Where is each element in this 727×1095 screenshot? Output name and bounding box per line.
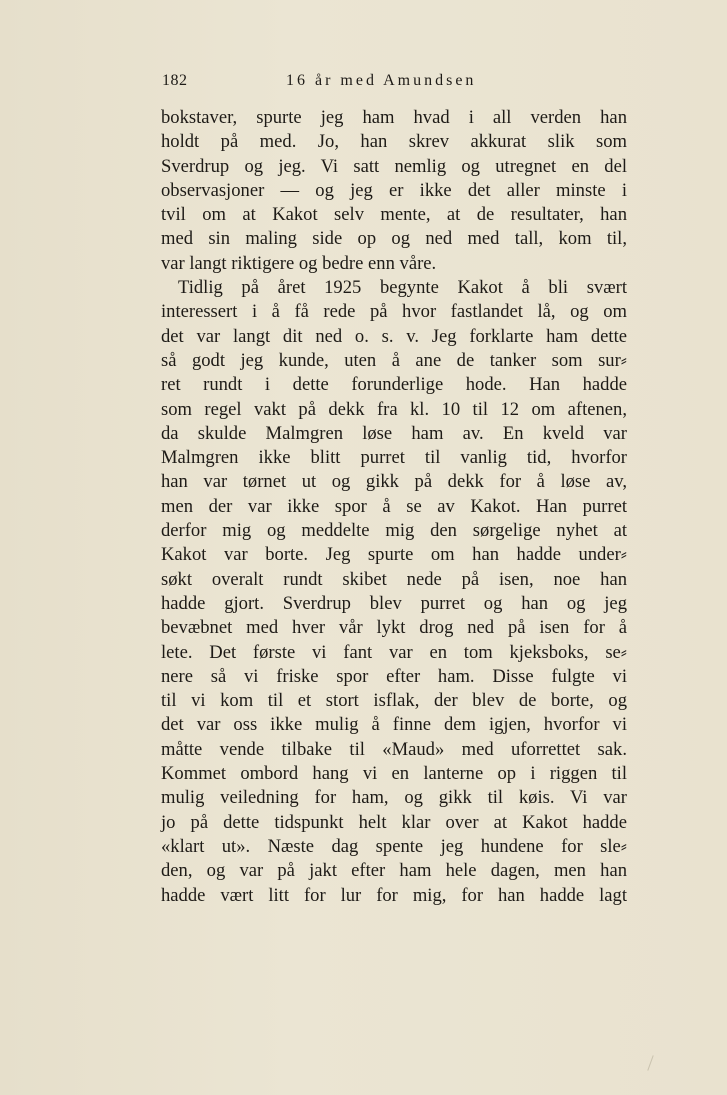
page-header [162, 72, 628, 94]
text-line: interessert i å få rede på hvor fastlandet lå, og om [161, 301, 627, 323]
text-line: søkt overalt rundt skibet nede på isen, noe han [161, 568, 627, 590]
page-number: 182 [162, 72, 188, 89]
text-line: ret rundt i dette forunderlige hode. Han hadde [161, 374, 627, 396]
paper-speck [647, 1055, 653, 1070]
text-line: det var langt dit ned o. s. v. Jeg forklarte ham dette [161, 325, 627, 347]
text-line: det var oss ikke mulig å finne dem igjen, hvorfor vi [161, 714, 627, 736]
text-line: da skulde Malmgren løse ham av. En kveld var [161, 422, 627, 444]
text-line: måtte vende tilbake til «Maud» med uforrettet sak. [161, 738, 627, 760]
text-line: bokstaver, spurte jeg ham hvad i all verden han [161, 107, 627, 128]
text-line: han var tørnet ut og gikk på dekk for å løse av, [161, 471, 627, 493]
text-line: den, og var på jakt efter ham hele dagen, men han [161, 860, 627, 882]
text-line: jo på dette tidspunkt helt klar over at Kakot hadde [161, 811, 627, 833]
running-title: 16 år med Amundsen [286, 72, 477, 89]
text-line: derfor mig og meddelte mig den sørgelige nyhet at [161, 520, 627, 542]
text-line: men der var ikke spor å se av Kakot. Han purret [161, 495, 627, 517]
text-line: Kommet ombord hang vi en lanterne op i riggen til [161, 763, 627, 785]
text-line: observasjoner — og jeg er ikke det aller minste i [161, 179, 627, 201]
text-line: tvil om at Kakot selv mente, at de resultater, han [161, 204, 627, 226]
text-line: Malmgren ikke blitt purret til vanlig tid, hvorfor [161, 447, 627, 469]
text-line: holdt på med. Jo, han skrev akkurat slik som [161, 131, 627, 153]
body-text [161, 106, 627, 908]
text-line: som regel vakt på dekk fra kl. 10 til 12 om aftenen, [161, 398, 627, 420]
text-line: «klart ut». Næste dag spente jeg hundene for sle⸗ [161, 835, 627, 857]
text-line: var langt riktigere og bedre enn våre. [161, 252, 437, 274]
text-line: mulig veiledning for ham, og gikk til køis. Vi var [161, 787, 627, 809]
text-line: med sin maling side op og ned med tall, kom til, [161, 228, 627, 250]
text-line: til vi kom til et stort isflak, der blev de borte, og [161, 690, 627, 712]
text-line: hadde vært litt for lur for mig, for han hadde lagt [161, 884, 627, 906]
text-line: bevæbnet med hver vår lykt drog ned på isen for å [161, 617, 627, 639]
text-line: Sverdrup og jeg. Vi satt nemlig og utregnet en del [161, 155, 627, 177]
text-line: lete. Det første vi fant var en tom kjeksboks, se⸗ [161, 641, 627, 663]
text-line: hadde gjort. Sverdrup blev purret og han og jeg [161, 592, 627, 614]
text-line: nere så vi friske spor efter ham. Disse fulgte vi [161, 665, 627, 687]
text-line: Kakot var borte. Jeg spurte om han hadde under⸗ [161, 544, 627, 566]
text-line: Tidlig på året 1925 begynte Kakot å bli svært [178, 277, 627, 299]
text-line: så godt jeg kunde, uten å ane de tanker som sur⸗ [161, 349, 627, 371]
